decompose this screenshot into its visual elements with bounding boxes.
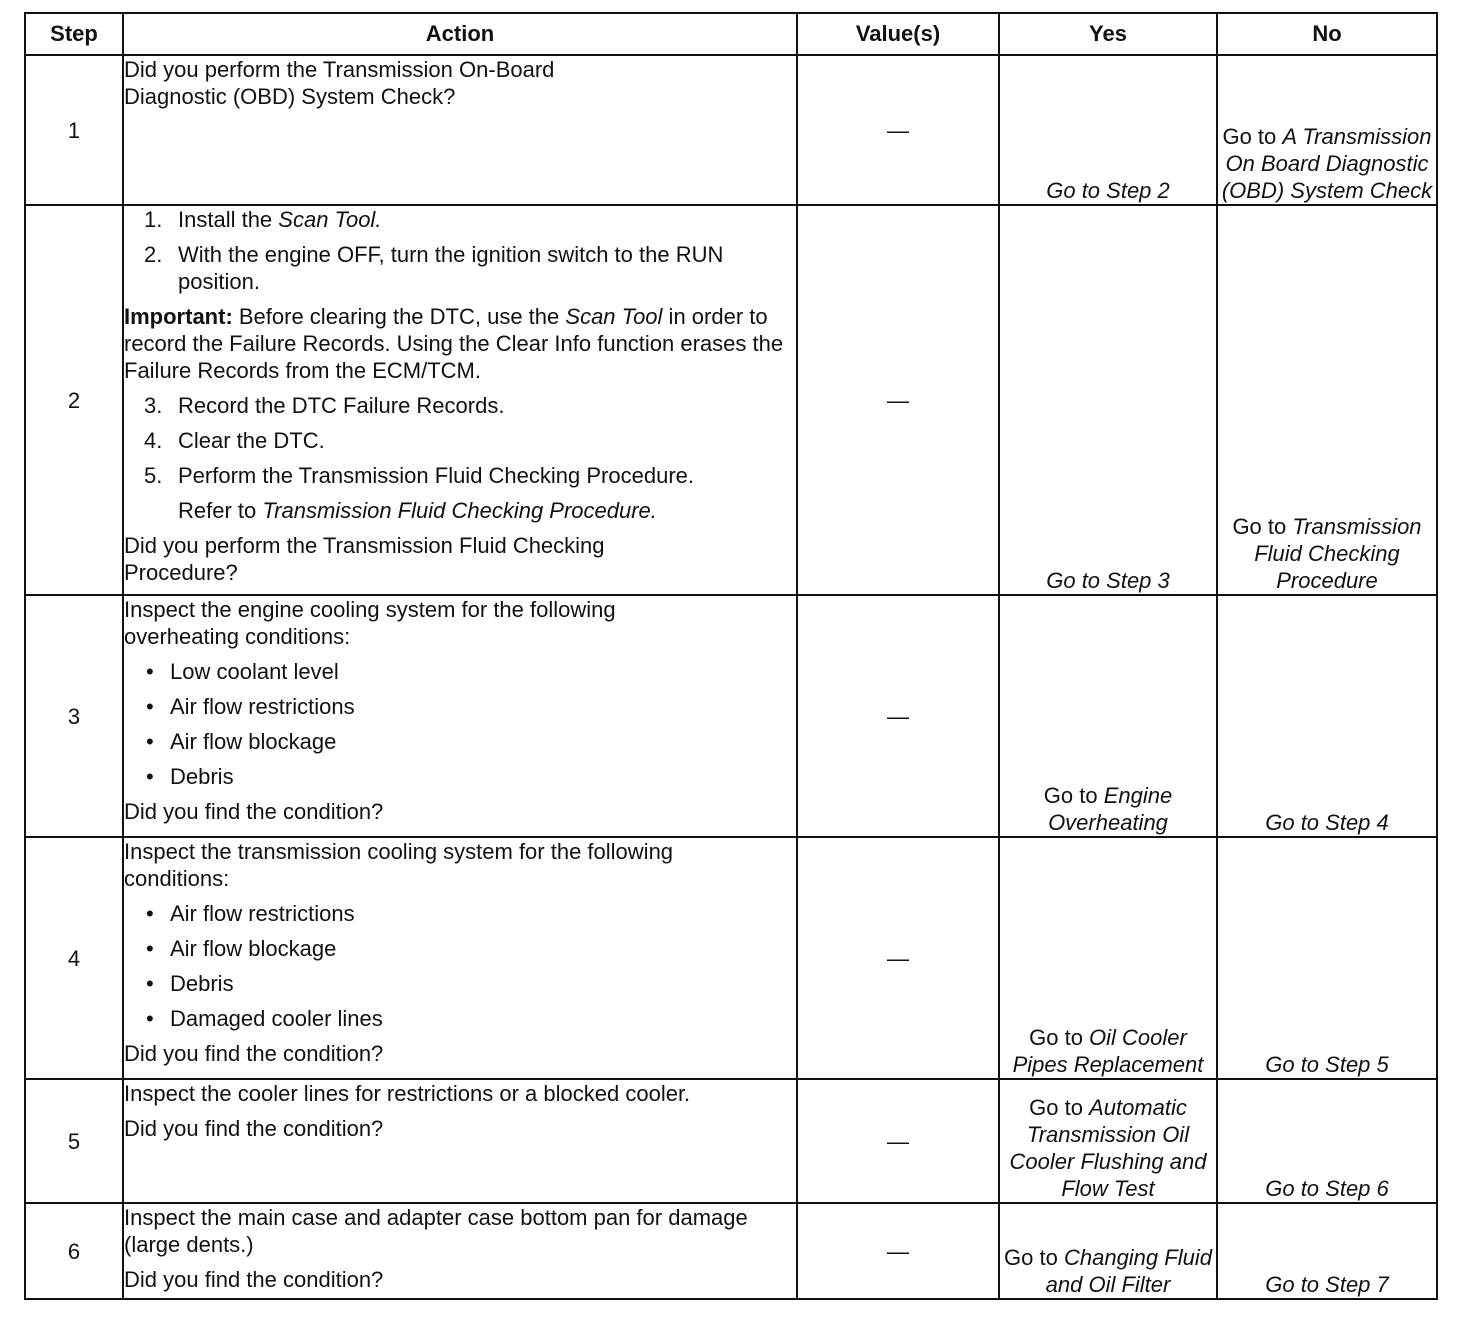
numbered-item bbox=[144, 241, 796, 295]
no-prefix: Go to bbox=[1222, 124, 1283, 149]
step-number: 3 bbox=[25, 595, 123, 837]
numbered-item bbox=[144, 427, 796, 454]
no-link[interactable]: A Transmission On Board Diagnostic (OBD) System Check bbox=[1221, 124, 1433, 203]
yes-prefix: Go to bbox=[1004, 1245, 1064, 1270]
action-question: Did you perform the Transmission Fluid Checking Procedure? bbox=[124, 533, 605, 585]
yes-link[interactable]: Oil Cooler Pipes Replacement bbox=[1012, 1025, 1204, 1077]
step-number: 1 bbox=[25, 55, 123, 205]
yes-prefix: Go to bbox=[1043, 783, 1104, 808]
table-row-step-1 bbox=[25, 55, 1437, 205]
action-intro: Inspect the cooler lines for restrictions or a blocked cooler. bbox=[124, 1081, 691, 1106]
table-row-step-3 bbox=[25, 595, 1437, 837]
important-note: Important: Before clearing the DTC, use the Scan Tool in order to record the Failure Records. Using the Clear Info function erases the Failure Records from the ECM/TCM. bbox=[124, 304, 784, 383]
item-text: With the engine OFF, turn the ignition switch to the RUN position. bbox=[178, 242, 724, 294]
table-row-step-2 bbox=[25, 205, 1437, 595]
bullet-item: • Air flow blockage bbox=[146, 729, 337, 754]
value-cell: — bbox=[797, 1203, 999, 1299]
action-question: Did you find the condition? bbox=[124, 1041, 384, 1066]
header-values: Value(s) bbox=[797, 13, 999, 55]
no-link[interactable]: Go to Step 6 bbox=[1265, 1176, 1389, 1201]
step-number: 5 bbox=[25, 1079, 123, 1203]
action-question: Did you find the condition? bbox=[124, 1267, 384, 1292]
header-yes: Yes bbox=[999, 13, 1217, 55]
item-text: Clear the DTC. bbox=[178, 428, 325, 453]
header-step: Step bbox=[25, 13, 123, 55]
item-number: 2. bbox=[144, 242, 163, 267]
no-cell bbox=[1217, 55, 1437, 205]
value-cell: — bbox=[797, 837, 999, 1079]
diagnostic-table bbox=[24, 12, 1438, 1300]
yes-cell bbox=[999, 837, 1217, 1079]
header-no: No bbox=[1217, 13, 1437, 55]
numbered-item bbox=[144, 392, 796, 419]
bullet-item: • Debris bbox=[146, 971, 234, 996]
yes-link[interactable]: Engine Overheating bbox=[1048, 783, 1173, 835]
refer-note: Refer to Transmission Fluid Checking Procedure. bbox=[178, 498, 657, 523]
value-cell: — bbox=[797, 1079, 999, 1203]
bullet-item: • Air flow restrictions bbox=[146, 901, 355, 926]
yes-cell bbox=[999, 205, 1217, 595]
table-row-step-4 bbox=[25, 837, 1437, 1079]
header-action: Action bbox=[123, 13, 797, 55]
table-row-step-5 bbox=[25, 1079, 1437, 1203]
yes-cell bbox=[999, 55, 1217, 205]
yes-link[interactable]: Go to Step 3 bbox=[1046, 568, 1170, 593]
yes-link[interactable]: Changing Fluid and Oil Filter bbox=[1045, 1245, 1212, 1297]
no-cell bbox=[1217, 1079, 1437, 1203]
value-cell: — bbox=[797, 205, 999, 595]
item-number: 5. bbox=[144, 463, 163, 488]
yes-prefix: Go to bbox=[1029, 1025, 1090, 1050]
item-number: 4. bbox=[144, 428, 163, 453]
yes-prefix: Go to bbox=[1029, 1095, 1090, 1120]
step-number: 2 bbox=[25, 205, 123, 595]
numbered-item bbox=[144, 206, 796, 233]
item-number: 3. bbox=[144, 393, 163, 418]
action-intro: Inspect the main case and adapter case bottom pan for damage (large dents.) bbox=[124, 1205, 748, 1257]
action-cell bbox=[123, 837, 797, 1079]
step-number: 6 bbox=[25, 1203, 123, 1299]
value-cell: — bbox=[797, 55, 999, 205]
bullet-item: • Debris bbox=[146, 764, 234, 789]
yes-cell bbox=[999, 1079, 1217, 1203]
action-cell bbox=[123, 1203, 797, 1299]
no-cell bbox=[1217, 837, 1437, 1079]
action-question: Did you perform the Transmission On-Board Diagnostic (OBD) System Check? bbox=[124, 57, 555, 109]
important-label: Important: bbox=[124, 304, 233, 329]
action-intro: Inspect the engine cooling system for the following overheating conditions: bbox=[124, 597, 616, 649]
action-cell bbox=[123, 205, 797, 595]
bullet-item: • Air flow blockage bbox=[146, 936, 337, 961]
numbered-item bbox=[144, 462, 796, 489]
item-text: Record the DTC Failure Records. bbox=[178, 393, 505, 418]
no-cell bbox=[1217, 1203, 1437, 1299]
header-row bbox=[25, 13, 1437, 55]
no-link[interactable]: Go to Step 4 bbox=[1265, 810, 1389, 835]
refer-link[interactable]: Transmission Fluid Checking Procedure. bbox=[262, 498, 657, 523]
bullet-item: • Low coolant level bbox=[146, 659, 339, 684]
action-cell bbox=[123, 55, 797, 205]
no-cell bbox=[1217, 205, 1437, 595]
value-cell: — bbox=[797, 595, 999, 837]
no-prefix: Go to bbox=[1232, 514, 1293, 539]
item-number: 1. bbox=[144, 207, 163, 232]
table-row-step-6 bbox=[25, 1203, 1437, 1299]
item-text: Perform the Transmission Fluid Checking Procedure. bbox=[178, 463, 694, 488]
action-question: Did you find the condition? bbox=[124, 1116, 384, 1141]
action-cell bbox=[123, 1079, 797, 1203]
yes-link[interactable]: Automatic Transmission Oil Cooler Flushing and Flow Test bbox=[1009, 1095, 1207, 1201]
yes-link[interactable]: Go to Step 2 bbox=[1046, 178, 1170, 203]
no-link[interactable]: Go to Step 5 bbox=[1265, 1052, 1389, 1077]
yes-cell bbox=[999, 595, 1217, 837]
action-cell bbox=[123, 595, 797, 837]
bullet-item: • Damaged cooler lines bbox=[146, 1006, 383, 1031]
step-number: 4 bbox=[25, 837, 123, 1079]
yes-cell bbox=[999, 1203, 1217, 1299]
action-question: Did you find the condition? bbox=[124, 799, 384, 824]
bullet-item: • Air flow restrictions bbox=[146, 694, 355, 719]
item-text: Install the Scan Tool. bbox=[178, 207, 382, 232]
no-link[interactable]: Go to Step 7 bbox=[1265, 1272, 1389, 1297]
no-link[interactable]: Transmission Fluid Checking Procedure bbox=[1254, 514, 1422, 593]
action-intro: Inspect the transmission cooling system for the following conditions: bbox=[124, 839, 674, 891]
no-cell bbox=[1217, 595, 1437, 837]
